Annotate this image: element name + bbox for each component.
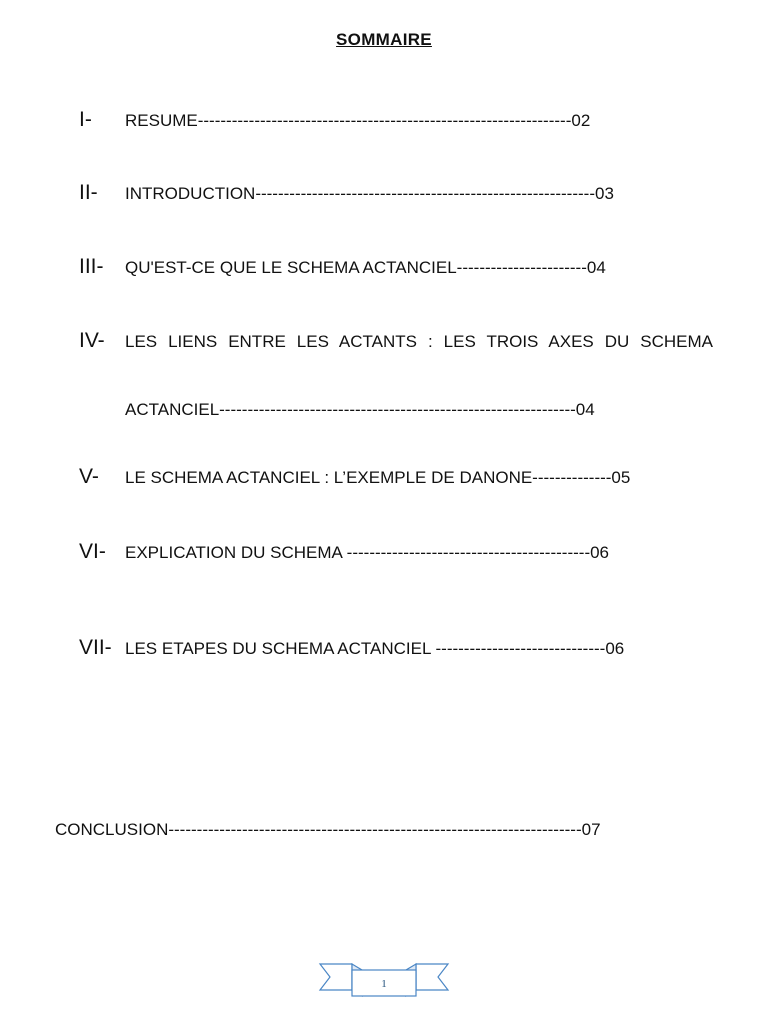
page-footer bbox=[318, 962, 450, 998]
toc-entry-text: EXPLICATION DU SCHEMA -------------------------------------------06 bbox=[125, 543, 610, 562]
toc-entry-3[interactable] bbox=[0, 255, 768, 285]
toc-numeral: V- bbox=[79, 465, 99, 488]
toc-entry-text: QU'EST-CE QUE LE SCHEMA ACTANCIEL-----------------------04 bbox=[125, 258, 606, 277]
toc-entry-4[interactable] bbox=[0, 329, 768, 359]
toc-numeral: IV- bbox=[79, 329, 105, 352]
page-title: SOMMAIRE bbox=[336, 30, 432, 49]
toc-entry-text: RESUME------------------------------------------------------------------02 bbox=[125, 111, 591, 130]
toc-entry-7[interactable] bbox=[0, 636, 768, 666]
page-number: 1 bbox=[381, 978, 387, 990]
toc-entry-text: INTRODUCTION------------------------------------------------------------03 bbox=[125, 184, 614, 203]
toc-numeral: VII- bbox=[79, 636, 112, 659]
toc-entry-2[interactable] bbox=[0, 181, 768, 211]
toc-entry-6[interactable] bbox=[0, 540, 768, 570]
toc-entry-text: LES LIENS ENTRE LES ACTANTS : LES TROIS AXES DU SCHEMA bbox=[125, 332, 713, 351]
toc-entry-text: LES ETAPES DU SCHEMA ACTANCIEL ------------------------------06 bbox=[125, 639, 625, 658]
toc-numeral: VI- bbox=[79, 540, 106, 563]
toc-entry-text: ACTANCIEL---------------------------------------------------------------04 bbox=[125, 400, 595, 419]
toc-numeral: II- bbox=[79, 181, 98, 204]
toc-entry-conclusion[interactable] bbox=[0, 820, 768, 850]
toc-entry-text: CONCLUSION-------------------------------------------------------------------------07 bbox=[55, 820, 601, 839]
toc-entry-1[interactable] bbox=[0, 108, 768, 138]
toc-entry-4-continuation[interactable] bbox=[0, 397, 768, 427]
toc-entry-text: LE SCHEMA ACTANCIEL : L’EXEMPLE DE DANONE--------------05 bbox=[125, 468, 631, 487]
toc-entry-5[interactable] bbox=[0, 465, 768, 495]
toc-numeral: III- bbox=[79, 255, 104, 278]
toc-numeral: I- bbox=[79, 108, 92, 131]
